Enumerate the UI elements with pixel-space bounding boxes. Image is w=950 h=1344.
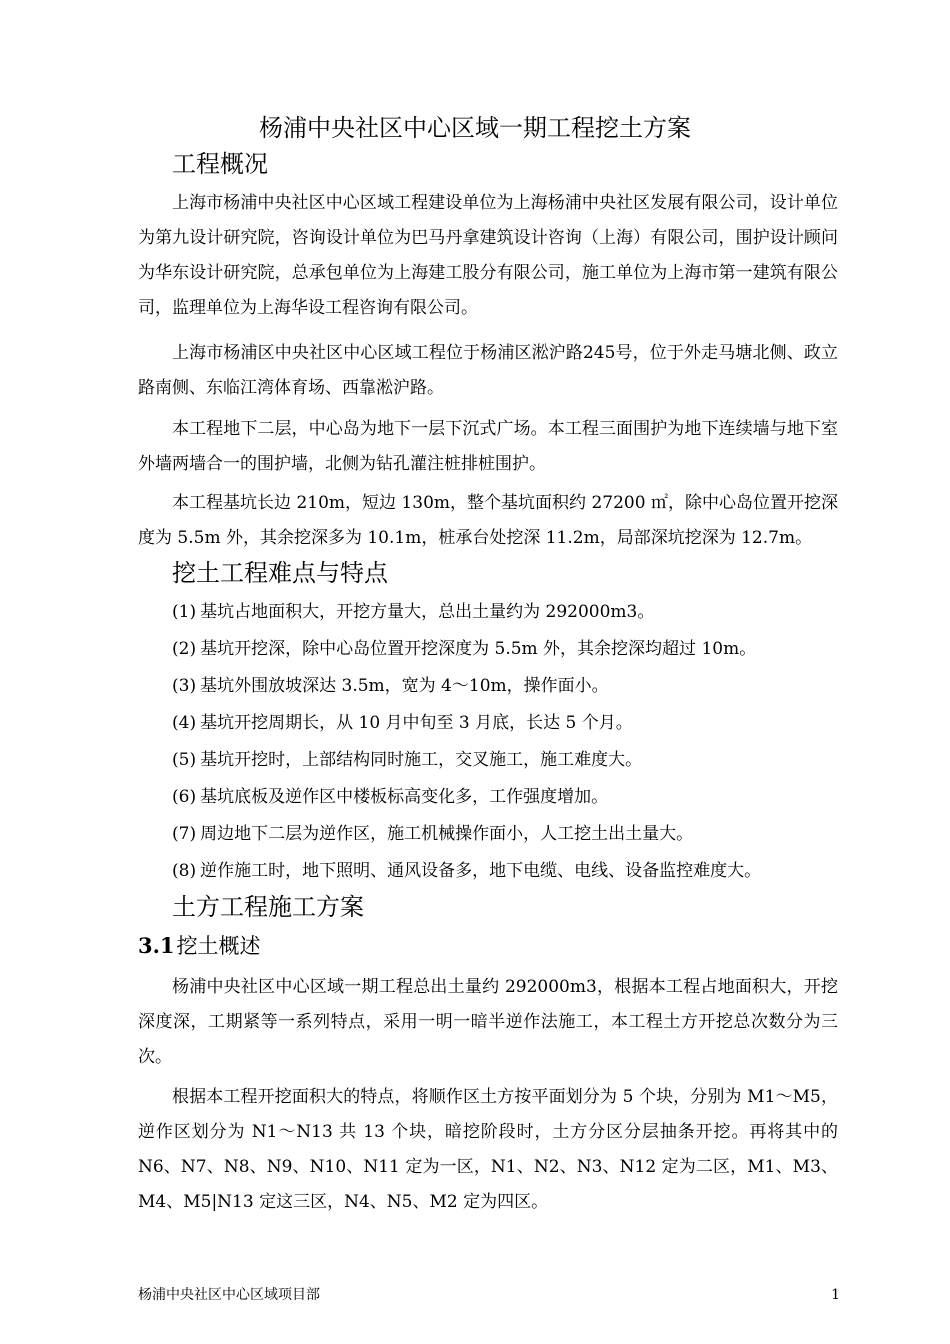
list-item-marker: (4) [172,713,197,733]
list-item-text: 周边地下二层为逆作区，施工机械操作面小，人工挖土出土量大。 [200,824,694,844]
overview-paragraph-2: 上海市杨浦区中央社区中心区域工程位于杨浦区淞沪路245号，位于外走马塘北侧、政立路南侧、东临江湾体育场、西靠淞沪路。 [138,343,838,398]
list-item [172,779,842,816]
list-item [172,631,842,668]
list-item-text: 基坑开挖周期长，从 10 月中旬至 3 月底，长达 5 个月。 [200,713,633,733]
list-item-marker: (5) [172,750,197,770]
overview-paragraph-1: 上海市杨浦中央社区中心区域工程建设单位为上海杨浦中央社区发展有限公司，设计单位为第九设计研究院，咨询设计单位为巴马丹拿建筑设计咨询（上海）有限公司，围护设计顾问为华东设计研究院，总承包单位为上海建工股分有限公司，施工单位为上海市第一建筑有限公司，监理单位为上海华设工程咨询有限公司。 [138,193,838,318]
footer-page-number: 1 [831,1287,840,1303]
list-item-marker: (1) [172,602,197,622]
list-item [172,853,842,890]
difficulties-list [172,594,842,890]
list-item [172,594,842,631]
list-item [172,705,842,742]
section-heading-plan: 土方工程施工方案 [172,893,364,921]
subsection-heading [138,929,261,963]
list-item-marker: (2) [172,639,197,659]
footer-organization: 杨浦中央社区中心区域项目部 [138,1287,320,1303]
list-item-text: 基坑外围放坡深达 3.5m，宽为 4～10m，操作面小。 [200,676,609,696]
list-item-marker: (3) [172,676,197,696]
list-item-text: 基坑底板及逆作区中楼板标高变化多，工作强度增加。 [200,787,609,807]
document-title: 杨浦中央社区中心区域一期工程挖土方案 [259,114,691,142]
list-item-text: 基坑开挖深，除中心岛位置开挖深度为 5.5m 外，其余挖深均超过 10m。 [200,639,757,659]
plan-paragraph-1: 杨浦中央社区中心区域一期工程总出土量约 292000m3，根据本工程占地面积大，开挖深度深，工期紧等一系列特点，采用一明一暗半逆作法施工，本工程土方开挖总次数分为三次。 [138,977,838,1067]
list-item-text: 基坑开挖时，上部结构同时施工，交叉施工，施工难度大。 [200,750,643,770]
list-item [172,816,842,853]
list-item [172,668,842,705]
list-item-marker: (6) [172,787,197,807]
list-item-text: 逆作施工时，地下照明、通风设备多，地下电缆、电线、设备监控难度大。 [200,861,762,881]
overview-paragraph-3: 本工程地下二层，中心岛为地下一层下沉式广场。本工程三面围护为地下连续墙与地下室外墙两墙合一的围护墙，北侧为钻孔灌注桩排桩围护。 [138,419,838,474]
list-item-text: 基坑占地面积大，开挖方量大，总出土量约为 292000m3。 [200,602,655,622]
plan-paragraph-2: 根据本工程开挖面积大的特点，将顺作区土方按平面划分为 5 个块，分别为 M1～M5，逆作区划分为 N1～N13 共 13 个块，暗挖阶段时，土方分区分层抽条开挖。再将其中的 N6、N7、N8、N9、N10、N11 定为一区，N1、N2、N3、N12 定为二区，M1、M3、M4、M5|N13 定这三区，N4、N5、M2 定为四区。 [138,1087,838,1212]
list-item-marker: (7) [172,824,197,844]
overview-paragraph-4: 本工程基坑长边 210m，短边 130m，整个基坑面积约 27200 ㎡，除中心岛位置开挖深度为 5.5m 外，其余挖深多为 10.1m，桩承台处挖深 11.2m，局部深坑挖深为 12.7m。 [138,493,838,548]
list-item-marker: (8) [172,861,197,881]
section-heading-overview: 工程概况 [172,150,268,178]
subsection-title: 挖土概述 [176,934,261,958]
subsection-number: 3.1 [138,933,175,958]
list-item [172,742,842,779]
section-heading-difficulties: 挖土工程难点与特点 [172,559,388,587]
